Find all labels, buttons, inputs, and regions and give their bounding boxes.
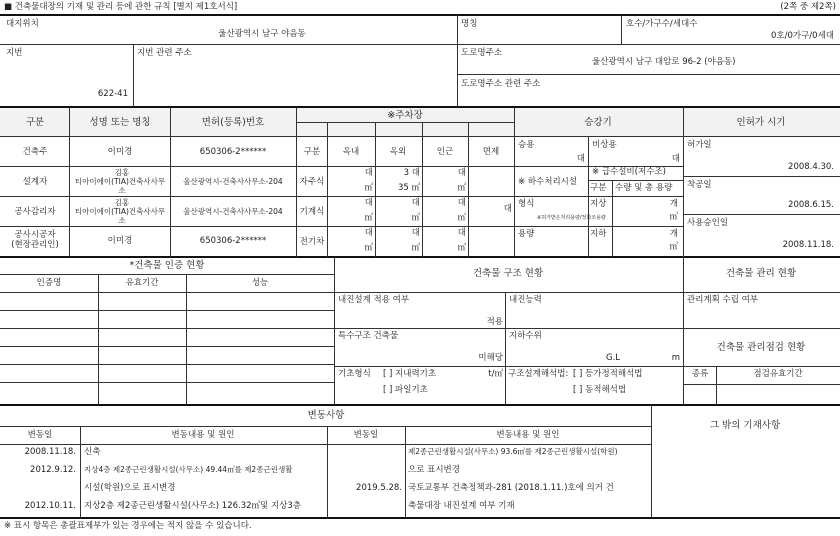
change-date: 2012.9.12.	[30, 465, 76, 475]
change-text: 지상4층 제2종근린생활시설(사무소) 49.44㎡를 제2종근린생활	[84, 465, 293, 474]
foundation-option-1[interactable]: [ ] 지내력기초	[383, 369, 437, 379]
cell: 대	[364, 198, 373, 208]
seismic-cap-label: 내진능력	[509, 295, 542, 305]
divider	[683, 328, 840, 329]
change-text: 국토교통부 건축정책과-281 (2018.1.11.)호에 의거 건	[408, 483, 614, 493]
form-title: ■ 건축물대장의 기재 및 관리 등에 관한 규칙 [별지 제1호서식]	[4, 2, 238, 12]
above-unit: 개	[669, 199, 678, 209]
other-title: 그 밖의 기재사항	[709, 420, 781, 431]
cell: 대	[503, 204, 512, 214]
divider	[612, 180, 613, 257]
divider	[0, 346, 334, 347]
row-name-designer-c: 소	[118, 186, 126, 195]
divider	[0, 196, 514, 197]
elev-emergency: 비상용	[592, 140, 617, 150]
elev-emergency-unit: 대	[671, 154, 680, 164]
divider	[334, 328, 683, 329]
divider	[457, 15, 458, 107]
divider	[327, 122, 328, 257]
divider	[334, 257, 335, 405]
row-type-supervisor: 공사감리자	[14, 207, 56, 217]
gl-label: G.L	[606, 353, 621, 363]
cert-title: *건축물 인증 현황	[129, 260, 205, 271]
start-label: 착공일	[687, 180, 712, 190]
seismic-label: 내진설계 적용 여부	[338, 295, 410, 305]
changes-col-content-right: 변동내용 및 원인	[496, 430, 560, 440]
divider	[468, 122, 469, 257]
lot-related-label: 지번 관련 주소	[137, 48, 192, 58]
divider	[186, 274, 187, 405]
divider	[0, 328, 334, 329]
divider	[170, 108, 171, 257]
cell: ㎡	[364, 243, 373, 253]
cert-col-name: 인증명	[36, 278, 62, 288]
divider	[0, 44, 840, 45]
divider	[375, 122, 376, 257]
row-name-builder: 이미경	[107, 236, 133, 246]
inspection-validity: 점검유효기간	[753, 369, 803, 379]
elev-passenger-unit: 대	[576, 154, 585, 164]
divider	[0, 292, 334, 293]
elev-passenger: 승용	[518, 140, 535, 150]
m-label: m	[671, 353, 680, 363]
below-label: 지하	[590, 229, 607, 239]
seismic-value: 적용	[486, 317, 503, 327]
divider	[458, 74, 840, 75]
capacity-label: 용량	[518, 229, 535, 239]
change-text: 신축	[84, 447, 101, 457]
parking-col-nearby: 인근	[436, 147, 454, 157]
divider	[296, 122, 514, 123]
ws-capacity: 수량 및 총 용량	[615, 183, 673, 193]
divider	[0, 166, 296, 167]
location-value: 울산광역시 남구 야음동	[218, 29, 306, 39]
cell: 대	[457, 228, 466, 238]
change-date: 2019.5.28.	[356, 483, 402, 493]
divider	[0, 364, 334, 365]
cert-col-validity: 유효기간	[125, 278, 159, 288]
divider	[69, 108, 70, 257]
household-label: 호수/가구수/세대수	[626, 19, 698, 29]
divider	[422, 122, 423, 257]
foundation-label: 기초형식	[338, 369, 371, 379]
col-type: 구분	[25, 117, 45, 128]
row-type-builder-b: (현장관리인)	[11, 240, 59, 250]
cell: ㎡	[457, 213, 466, 223]
divider	[0, 226, 514, 227]
parking-col-outdoor: 옥외	[389, 147, 407, 157]
row-license-builder: 650306-2******	[199, 236, 267, 246]
parking-row-ev: 전기차	[299, 237, 325, 247]
form-label: 형식	[518, 199, 535, 209]
name-label: 명칭	[461, 19, 478, 29]
col-name: 성명 또는 명칭	[89, 117, 151, 128]
location-label: 대지위치	[6, 19, 39, 29]
cert-col-performance: 성능	[251, 278, 269, 288]
row-name-supervisor: 티아이에이(TIA)건축사사무	[74, 207, 166, 216]
row-name-supervisor-c: 소	[118, 216, 126, 225]
divider	[651, 405, 652, 518]
divider	[683, 108, 684, 257]
col-license: 면허(등록)번호	[201, 117, 265, 128]
changes-col-date-left: 변동일	[27, 430, 53, 440]
road-related-label: 도로명주소 관련 주소	[461, 79, 541, 89]
change-text: 지상2층 제2종근린생활시설(사무소) 126.32㎡및 지상3층	[84, 501, 302, 511]
divider	[0, 256, 840, 258]
cell: ㎡	[411, 243, 420, 253]
row-name-owner: 이미경	[107, 147, 133, 157]
row-license-supervisor: 울산광역시-건축사사무소-204	[183, 207, 283, 216]
foundation-option-2[interactable]: [ ] 파일기초	[383, 385, 428, 395]
cell: ㎡	[364, 183, 373, 193]
divider	[588, 196, 683, 197]
road-label: 도로명주소	[461, 48, 503, 58]
row-license-designer: 울산광역시-건축사사무소-204	[183, 177, 283, 186]
divider	[716, 366, 717, 405]
form-note: ※허가받은처리용량/정화조용량	[537, 215, 606, 221]
top-border	[0, 14, 840, 16]
parking-col-indoor: 옥내	[342, 147, 360, 157]
changes-col-date-right: 변동일	[353, 430, 379, 440]
parking-col-type: 구분	[303, 147, 321, 157]
inspection-type: 종류	[691, 369, 709, 379]
divider	[514, 166, 588, 167]
ws-type: 구분	[590, 183, 607, 193]
row-name-designer: 티아이에이(TIA)건축사사무	[74, 177, 166, 186]
divider	[683, 292, 840, 293]
cell: 3 대	[403, 168, 420, 178]
start-date: 2008.6.15.	[788, 200, 834, 210]
divider	[514, 226, 683, 227]
cell: ㎡	[457, 183, 466, 193]
change-text: 축물대장 내진설계 여부 기재	[408, 501, 515, 511]
below-area: ㎥	[669, 242, 678, 252]
divider	[514, 196, 588, 197]
row-type-owner: 건축주	[22, 147, 48, 157]
water-supply-label: ※ 급수설비(저수조)	[592, 167, 666, 177]
divider	[133, 44, 134, 107]
row-name-supervisor-b: 김홍	[114, 198, 130, 207]
permit-label: 허가일	[687, 140, 712, 150]
below-unit: 개	[669, 229, 678, 239]
cell: 35 ㎡	[397, 183, 420, 193]
row-name-designer-b: 김홍	[114, 168, 130, 177]
parking-row-mech: 기계식	[299, 207, 325, 217]
cell: 대	[411, 198, 420, 208]
cell: ㎡	[364, 213, 373, 223]
divider	[0, 426, 651, 427]
divider	[0, 517, 840, 519]
divider	[683, 384, 840, 385]
design-method-label: 구조설계해석법:	[508, 369, 569, 379]
changes-col-content-left: 변동내용 및 원인	[171, 430, 235, 440]
special-value: 미해당	[478, 353, 503, 363]
road-value: 울산광역시 남구 대암로 96-2 (야음동)	[592, 57, 736, 67]
divider	[80, 426, 81, 518]
approval-date: 2008.11.18.	[782, 240, 834, 250]
cell: 대	[457, 198, 466, 208]
change-date: 2012.10.11.	[24, 501, 76, 511]
divider	[334, 366, 683, 367]
parking-title: ※주차장	[387, 110, 423, 121]
row-type-builder: 공사시공자	[14, 230, 56, 240]
above-area: ㎥	[669, 212, 678, 222]
sewage-label: ※ 하수처리시설	[518, 177, 578, 187]
lot-label: 지번	[6, 48, 23, 58]
design-method-option-1[interactable]: [ ] 등가정적해석법	[573, 369, 643, 379]
cell: ㎡	[457, 243, 466, 253]
page-indicator: (2쪽 중 제2쪽)	[780, 2, 836, 12]
elevator-title: 승강기	[584, 117, 612, 128]
divider	[505, 292, 506, 405]
household-value: 0호/0가구/0세대	[770, 31, 834, 41]
change-text: 제2종근린생활시설(사무소) 93.6㎡를 제2종근린생활시설(학원)	[408, 447, 618, 456]
divider	[327, 426, 328, 518]
divider	[514, 108, 515, 257]
approval-label: 사용승인일	[687, 218, 729, 228]
row-type-designer: 설계자	[22, 177, 48, 187]
divider	[296, 108, 297, 257]
divider	[588, 180, 683, 181]
design-method-option-2[interactable]: [ ] 동적해석법	[573, 385, 627, 395]
divider	[0, 136, 840, 137]
divider	[0, 310, 334, 311]
divider	[683, 176, 840, 177]
management-title: 건축물 관리 현황	[725, 268, 797, 279]
cell: 대	[457, 168, 466, 178]
water-level-label: 지하수위	[509, 331, 542, 341]
changes-title: 변동사항	[307, 410, 345, 421]
divider	[0, 382, 334, 383]
divider	[683, 257, 684, 405]
permit-date: 2008.4.30.	[788, 162, 834, 172]
divider	[683, 366, 840, 367]
cell: 대	[364, 168, 373, 178]
cell: ㎡	[411, 213, 420, 223]
foundation-unit: t/㎡	[488, 369, 503, 379]
divider	[98, 274, 99, 405]
inspection-title: 건축물 관리점검 현황	[716, 342, 806, 353]
divider	[0, 444, 651, 445]
divider	[0, 274, 334, 275]
parking-col-exempt: 면제	[482, 147, 500, 157]
change-text: 시설(학원)으로 표시변경	[84, 483, 176, 493]
divider	[683, 214, 840, 215]
special-label: 특수구조 건축물	[338, 331, 399, 341]
permit-title: 인허가 시기	[736, 117, 786, 128]
divider	[0, 404, 840, 406]
parking-row-self: 자주식	[299, 177, 325, 187]
management-plan-label: 관리계획 수립 여부	[687, 295, 759, 305]
divider	[405, 426, 406, 518]
above-label: 지상	[590, 199, 607, 209]
lot-value: 622-41	[97, 89, 128, 99]
cell: 대	[364, 228, 373, 238]
change-date: 2008.11.18.	[24, 447, 76, 457]
divider	[296, 166, 514, 167]
structure-title: 건축물 구조 현황	[472, 268, 544, 279]
cell: 대	[411, 228, 420, 238]
divider	[334, 292, 683, 293]
change-text: 으로 표시변경	[408, 465, 460, 475]
row-license-owner: 650306-2******	[199, 147, 267, 157]
divider	[621, 15, 622, 45]
footer-note: ※ 표시 항목은 총괄표제부가 있는 경우에는 적지 않을 수 있습니다.	[4, 521, 252, 531]
